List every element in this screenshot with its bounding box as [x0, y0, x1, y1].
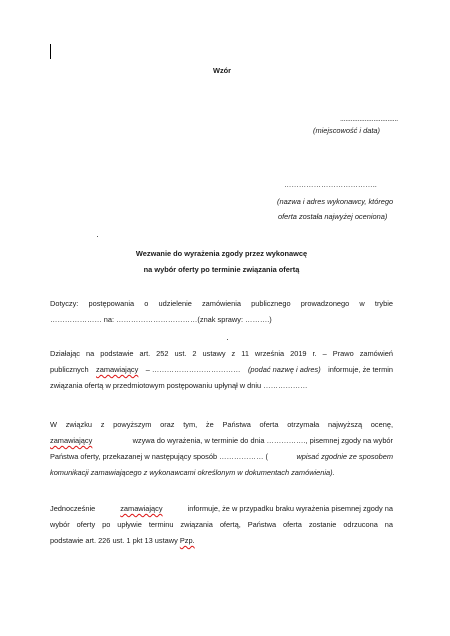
p2-l2-e: informuje, że termin — [328, 365, 393, 374]
p3-line3 — [50, 453, 393, 460]
heading-line1: Wezwanie do wyrażenia zgody przez wykonawcę — [135, 249, 308, 258]
p3-line2 — [50, 437, 393, 444]
p3-l3-b: wpisać zgodnie ze sposobem — [296, 452, 393, 461]
p3-line1: W związku z powyższym oraz tym, że Państwa oferta otrzymała najwyższą ocenę, — [50, 420, 393, 429]
p4-l3-b: Pzp. — [179, 536, 195, 545]
p2-l2-c: – ……………………………… — [145, 365, 241, 374]
p4-l3-a: podstawie art. 226 ust. 1 pkt 13 ustawy — [50, 536, 178, 545]
place-date-label: (miejscowość i data) — [313, 126, 380, 135]
p2-line3: związania ofertą w przedmiotowym postępowaniu upłynął w dniu ……………… — [50, 381, 308, 390]
p4-l1-b: zamawiający — [120, 504, 163, 513]
contractor-label-line2: oferta została najwyżej oceniona) — [278, 212, 388, 221]
p1-line2: ………………… na: ……………………………(znak sprawy: ……….) — [50, 315, 272, 324]
p4-line3 — [50, 537, 195, 544]
p2-line1: Działając na podstawie art. 252 ust. 2 ustawy z 11 września 2019 r. – Prawo zamówień — [50, 349, 393, 358]
p4-l1-c: informuje, że w przypadku braku wyrażenia pisemnej zgody na — [187, 504, 393, 513]
p3-l2-a: zamawiający — [50, 436, 93, 445]
stray-dot — [97, 236, 98, 237]
doc-title: Wzór — [213, 66, 232, 75]
p3-l2-b: wzywa do wyrażenia, w terminie do dnia ……………., pisemnej zgody na wybór — [132, 436, 393, 445]
contractor-label-line1: (nazwa i adres wykonawcy, którego — [277, 197, 394, 206]
p2-line2 — [50, 366, 393, 373]
p1-line1: Dotyczy: postępowania o udzielenie zamówienia publicznego prowadzonego w trybie — [50, 299, 393, 308]
place-date-dots: ................................. — [340, 114, 398, 123]
p2-l2-d: (podać nazwę i adres) — [247, 365, 321, 374]
p3-line4: komunikacji zamawiającego z wykonawcami określonym w dokumentach zamówienia). — [50, 468, 335, 477]
p3-l3-a: Państwa oferty, przekazanej w następujący sposób ……………… ( — [50, 452, 268, 461]
heading-line2: na wybór oferty po terminie związania ofertą — [143, 265, 300, 274]
contractor-dots: ……………………………….. — [284, 180, 377, 189]
p4-line2: wybór oferty po upływie terminu związania ofertą, Państwa oferta zostanie odrzucona na — [50, 520, 393, 529]
text-cursor — [50, 44, 51, 59]
p2-l2-b: zamawiający — [96, 365, 139, 374]
p4-line1 — [50, 505, 393, 512]
stray-dot-2 — [227, 339, 228, 340]
p4-l1-a: Jednocześnie — [50, 504, 96, 513]
p2-l2-a: publicznych — [50, 365, 89, 374]
